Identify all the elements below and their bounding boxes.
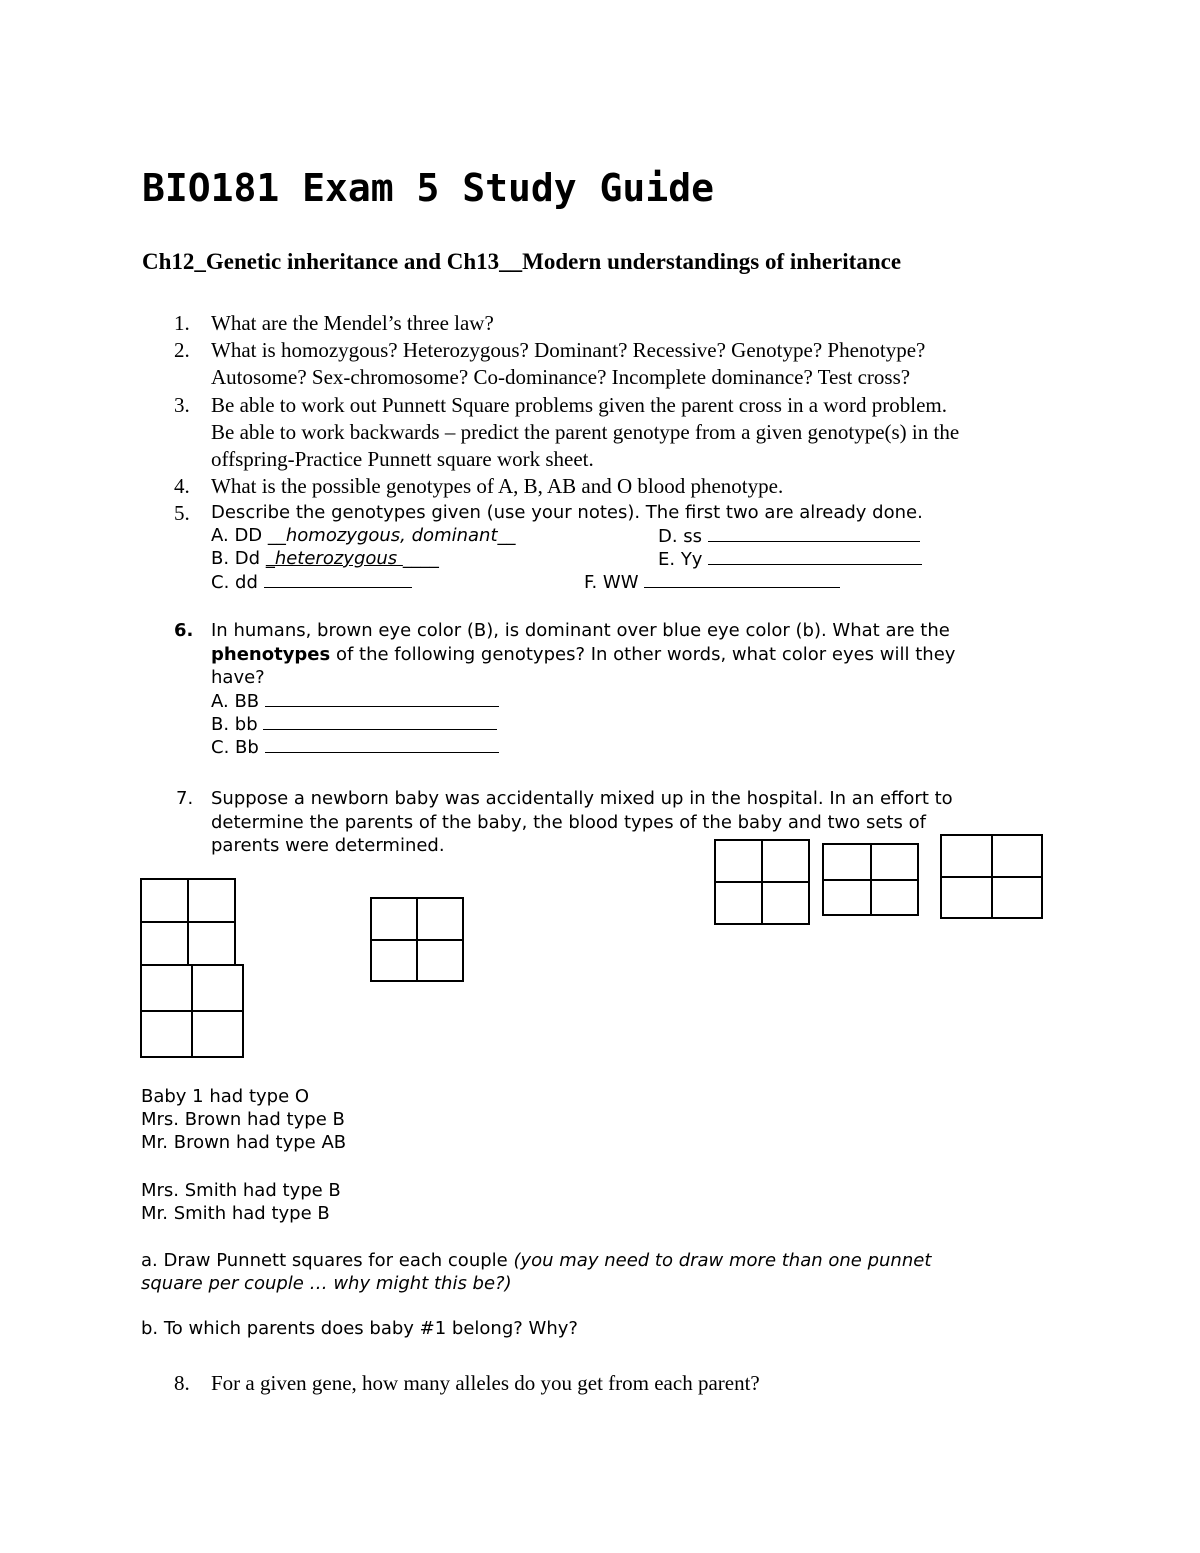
answer-blank[interactable] xyxy=(708,524,920,542)
question-number: 7. xyxy=(176,788,194,809)
question-text: Describe the genotypes given (use your notes). The first two are already done. xyxy=(211,502,923,523)
question-text-line: In humans, brown eye color (B), is dominant over blue eye color (b). What are the xyxy=(211,620,950,641)
answer-blank[interactable] xyxy=(265,689,499,707)
question-text-line: parents were determined. xyxy=(211,835,445,856)
answer-blank[interactable] xyxy=(644,570,840,588)
part-a-line: square per couple … why might this be?) xyxy=(141,1273,512,1294)
phenotype-item-b xyxy=(211,712,497,736)
part-a-italic: (you may need to draw more than one punnet xyxy=(513,1250,932,1271)
question-text: What are the Mendel’s three law? xyxy=(211,311,494,335)
page-title: BIO181 Exam 5 Study Guide xyxy=(142,166,714,210)
question-number: 4. xyxy=(174,474,190,498)
fact-mrs-brown: Mrs. Brown had type B xyxy=(141,1109,345,1130)
question-number: 8. xyxy=(174,1371,190,1395)
question-text-line: What is homozygous? Heterozygous? Dominant? Recessive? Genotype? Phenotype? xyxy=(211,338,926,362)
answer-blank-tail: ____ xyxy=(402,548,439,569)
phenotype-label: A. BB xyxy=(211,691,265,712)
fact-mrs-smith: Mrs. Smith had type B xyxy=(141,1180,341,1201)
question-number: 6. xyxy=(174,620,194,641)
question-text-line: offspring-Practice Punnett square work sheet. xyxy=(211,447,594,471)
question-number: 5. xyxy=(174,501,190,525)
answer-blank[interactable] xyxy=(708,547,922,565)
question-text-line xyxy=(211,643,955,666)
question-text-line: Autosome? Sex-chromosome? Co-dominance? Incomplete dominance? Test cross? xyxy=(211,365,911,389)
punnett-square xyxy=(140,878,236,966)
genotype-label: C. dd xyxy=(211,572,264,593)
genotype-answer: _heterozygous xyxy=(265,548,403,569)
fact-mr-brown: Mr. Brown had type AB xyxy=(141,1132,347,1153)
punnett-square xyxy=(714,839,810,925)
genotype-item-f xyxy=(584,570,840,594)
question-text: What is the possible genotypes of A, B, AB and O blood phenotype. xyxy=(211,474,784,498)
question-text-line: Be able to work backwards – predict the parent genotype from a given genotype(s) in the xyxy=(211,420,960,444)
part-a-text: a. Draw Punnett squares for each couple xyxy=(141,1250,514,1271)
part-b: b. To which parents does baby #1 belong? Why? xyxy=(141,1318,578,1339)
punnett-square xyxy=(940,834,1043,919)
genotype-item-a xyxy=(211,524,516,547)
section-heading: Ch12_Genetic inheritance and Ch13__Modern understandings of inheritance xyxy=(142,249,902,274)
question-text-rest: of the following genotypes? In other words, what color eyes will they xyxy=(330,644,956,665)
genotype-item-b xyxy=(211,547,439,570)
part-a-line xyxy=(141,1249,931,1272)
phenotype-label: C. Bb xyxy=(211,737,265,758)
genotype-label: E. Yy xyxy=(658,549,709,570)
punnett-square xyxy=(822,843,919,916)
genotype-label: B. Dd xyxy=(211,548,266,569)
punnett-square xyxy=(370,897,464,982)
genotype-item-d xyxy=(658,524,920,548)
phenotype-label: B. bb xyxy=(211,714,264,735)
answer-blank[interactable] xyxy=(264,570,412,588)
genotype-answer: __homozygous, dominant__ xyxy=(267,525,516,546)
question-text-line: Suppose a newborn baby was accidentally mixed up in the hospital. In an effort to xyxy=(211,788,953,809)
question-number: 1. xyxy=(174,311,190,335)
genotype-label: F. WW xyxy=(584,572,645,593)
answer-blank[interactable] xyxy=(265,735,499,753)
question-number: 3. xyxy=(174,393,190,417)
fact-baby: Baby 1 had type O xyxy=(141,1086,310,1107)
genotype-label: D. ss xyxy=(658,526,708,547)
genotype-item-c xyxy=(211,570,412,594)
answer-blank[interactable] xyxy=(263,712,497,730)
phenotype-item-a xyxy=(211,689,499,713)
question-number: 2. xyxy=(174,338,190,362)
genotype-label: A. DD xyxy=(211,525,268,546)
question-text: For a given gene, how many alleles do you get from each parent? xyxy=(211,1371,760,1395)
emphasis-word: phenotypes xyxy=(211,644,331,665)
fact-mr-smith: Mr. Smith had type B xyxy=(141,1203,330,1224)
question-text-line: determine the parents of the baby, the blood types of the baby and two sets of xyxy=(211,812,926,833)
question-text-line: Be able to work out Punnett Square problems given the parent cross in a word problem. xyxy=(211,393,948,417)
question-text-line: have? xyxy=(211,667,265,688)
punnett-square xyxy=(140,964,244,1058)
phenotype-item-c xyxy=(211,735,499,759)
genotype-item-e xyxy=(658,547,922,571)
